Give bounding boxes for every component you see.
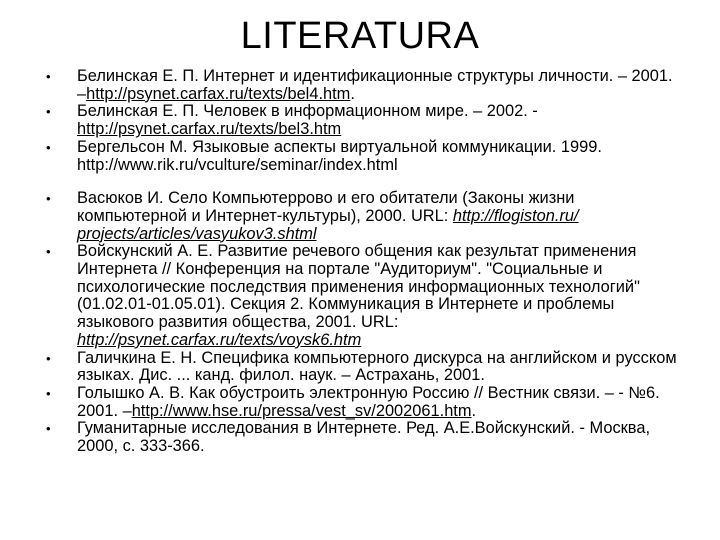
reference-link[interactable]: http://www.hse.ru/pressa/vest_sv/2002061.htm xyxy=(131,401,472,420)
reference-text: Галичкина Е. Н. Специфика компьютерного дискурса на английском и русском языках. Дис. ... канд. филол. наук. – Астрахань, 2001. xyxy=(77,348,677,385)
reference-item xyxy=(46,420,686,455)
reference-item xyxy=(46,139,686,174)
bullet-icon: • xyxy=(46,69,51,84)
reference-text: Гуманитарные исследования в Интернете. Ред. А.Е.Войскунский. - Москва, 2000, с. 333-366. xyxy=(77,419,650,456)
bullet-icon: • xyxy=(46,385,51,401)
reference-link[interactable]: http://flogiston.ru/ projects/articles/vasyukov3.shtml xyxy=(77,206,579,243)
reference-text: Бергельсон М. Языковые аспекты виртуальной коммуникации. 1999. http://www.rik.ru/vculture/seminar/index.html xyxy=(77,137,602,174)
reference-text: Васюков И. Село Компьютеррово и его обитатели (Законы жизни компьютерной и Интернет-культуры), 2000. URL: xyxy=(77,189,575,225)
reference-item xyxy=(46,190,686,243)
reference-text: Голышко А. В. Как обустроить электронную Россию // Вестник связи. – - №6. 2001. – xyxy=(77,383,660,420)
group-spacer xyxy=(46,174,686,190)
bullet-icon: • xyxy=(46,244,51,260)
bullet-icon: • xyxy=(46,104,51,120)
reference-list xyxy=(46,68,686,456)
reference-item xyxy=(46,243,686,349)
reference-link[interactable]: http://psynet.carfax.ru/texts/bel4.htm xyxy=(86,84,351,103)
reference-text: Белинская Е. П. Интернет и идентификационные структуры личности. – 2001. – xyxy=(77,67,673,103)
reference-item xyxy=(46,103,686,138)
slide-title: LITERATURA xyxy=(240,15,480,57)
reference-item xyxy=(46,350,686,385)
reference-item xyxy=(46,68,686,103)
reference-text: Войскунский А. Е. Развитие речевого общения как результат применения Интернета // Конференция на портале "Аудиториум". "Социальные и психологические последствия применения информационных технологий" (01.02.01-01.05.01). Секция 2. Коммуникация в Интернете и проблемы языкового развития общества, 2001. URL: xyxy=(77,242,640,332)
reference-tail: . xyxy=(350,84,355,103)
bullet-icon: • xyxy=(46,139,51,155)
bullet-icon: • xyxy=(46,350,51,366)
bullet-icon: • xyxy=(46,191,51,207)
bullet-icon: • xyxy=(46,421,51,437)
reference-tail: . xyxy=(471,401,477,420)
reference-text: Белинская Е. П. Человек в информационном мире. – 2002. - xyxy=(77,102,538,121)
reference-link[interactable]: http://psynet.carfax.ru/texts/bel3.htm xyxy=(77,120,342,139)
reference-link[interactable]: http://psynet.carfax.ru/texts/voysk6.htm xyxy=(77,330,362,349)
reference-item xyxy=(46,385,686,420)
